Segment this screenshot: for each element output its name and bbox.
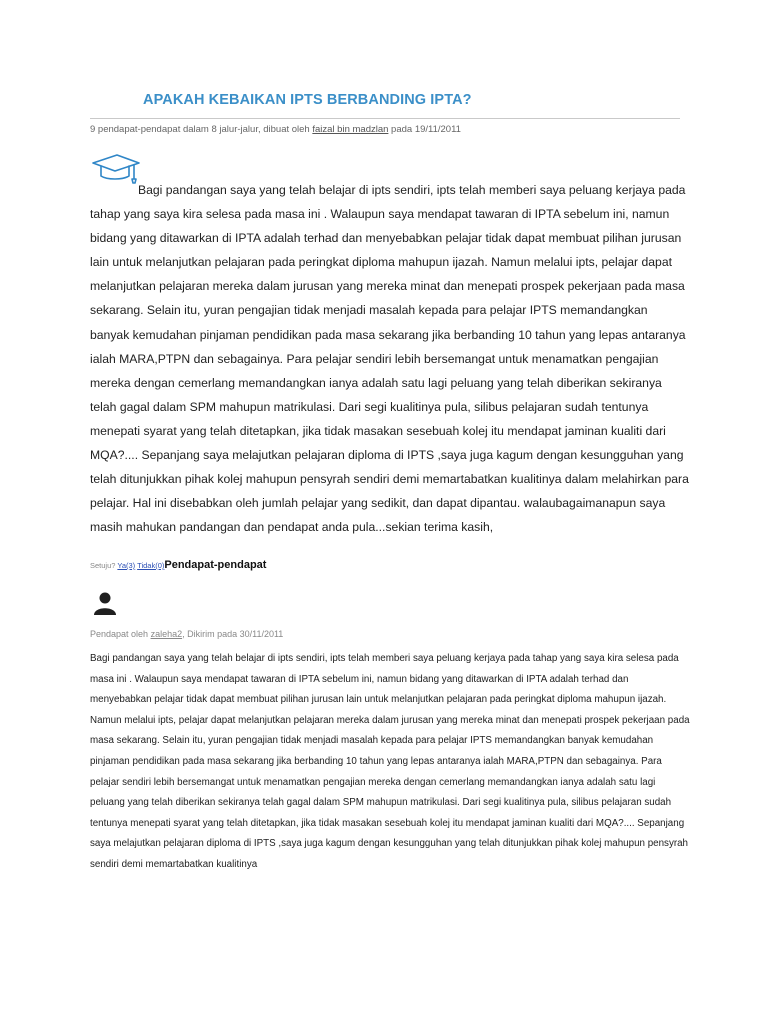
comment-meta-prefix: Pendapat oleh [90,629,151,639]
post-meta [90,124,461,135]
comments-heading: Pendapat-pendapat [164,559,267,571]
title-divider [90,118,680,119]
post-title: APAKAH KEBAIKAN IPTS BERBANDING IPTA? [143,92,472,108]
vote-yes-link[interactable]: Ya(3) [117,561,136,570]
user-avatar-icon [90,590,120,616]
comment-meta-date: , Dikirim pada 30/11/2011 [182,629,284,639]
post-meta-prefix: 9 pendapat-pendapat dalam 8 jalur-jalur, dibuat oleh [90,124,313,135]
post-meta-date: pada 19/11/2011 [388,124,461,135]
vote-prefix: Setuju? [90,561,118,570]
post-author-link[interactable]: faizal bin madzlan [312,124,389,135]
comment-author-link[interactable]: zaleha2 [150,629,183,639]
vote-bar [90,555,266,573]
comment-body-text: Bagi pandangan saya yang telah belajar di ipts sendiri, ipts telah memberi saya peluang kerjaya pada tahap yang saya kira selesa pada masa ini . Walaupun saya mendapat tawaran di IPTA sebelum ini, namun bidang yang ditawarkan di IPTA adalah terhad dan menyebabkan pelajar tidak dapat membuat pilihan jurusan lain untuk melanjutkan pelajaran pada peringkat diploma mahupun ijazah. Namun melalui ipts, pelajar dapat melanjutkan pelajaran mereka dalam jurusan yang mereka minat dan menepati prospek pekerjaan pada masa sekarang. Selain itu, yuran pengajian tidak menjadi masalah kepada para pelajar IPTS memandangkan banyak kemudahan pinjaman pendidikan pada masa sekarang jika berbanding 10 tahun yang lepas antaranya ialah MARA,PTPN dan sebagainya. Para pelajar sendiri lebih bersemangat untuk menamatkan pengajian mereka dengan cemerlang memandangkan ianya adalah satu lagi peluang yang telah diberikan sekiranya telah gagal dalam SPM mahupun matrikulasi. Dari segi kualitinya pula, silibus pelajaran sudah tentunya menepati syarat yang telah ditetapkan, jika tidak masakan sesebuah kolej itu mendapat jaminan kualiti dari MQA?.... Sepanjang saya melajutkan pelajaran diploma di IPTS ,saya juga kagum dengan kesungguhan yang telah ditunjukkan pihak kolej mahupun pensyrah sendiri demi memartabatkan kualitinya [90,653,690,870]
post-body-text: Bagi pandangan saya yang telah belajar di ipts sendiri, ipts telah memberi saya peluang kerjaya pada tahap yang saya kira selesa pada masa ini . Walaupun saya mendapat tawaran di IPTA sebelum ini, namun bidang yang ditawarkan di IPTA adalah terhad dan menyebabkan pelajar tidak dapat membuat pilihan jurusan lain untuk melanjutkan pelajaran pada peringkat diploma mahupun ijazah. Namun melalui ipts, pelajar dapat melanjutkan pelajaran mereka dalam jurusan yang mereka minat dan menepati prospek pekerjaan pada masa sekarang. Selain itu, yuran pengajian tidak menjadi masalah kepada para pelajar IPTS memandangkan banyak kemudahan pinjaman pendidikan pada masa sekarang jika berbanding 10 tahun yang lepas antaranya ialah MARA,PTPN dan sebagainya. Para pelajar sendiri lebih bersemangat untuk menamatkan pengajian mereka dengan cemerlang memandangkan ianya adalah satu lagi peluang yang telah diberikan sekiranya telah gagal dalam SPM mahupun matrikulasi. Dari segi kualitinya pula, silibus pelajaran sudah tentunya menepati syarat yang telah ditetapkan, jika tidak masakan sesebuah kolej itu mendapat jaminan kualiti dari MQA?.... Sepanjang saya melajutkan pelajaran diploma di IPTS ,saya juga kagum dengan kesungguhan yang telah ditunjukkan pihak kolej mahupun pensyrah sendiri demi memartabatkan kualitinya dalam melahirkan para pelajar. Hal ini disebabkan oleh jumlah pelajar yang sedikit, dan dapat dipantau. walaubagaimanapun saya masih mahukan pandangan dan pendapat anda pula...sekian terima kasih, [90,183,689,535]
comment-meta [90,629,283,639]
vote-no-link[interactable]: Tidak(0) [137,561,165,570]
